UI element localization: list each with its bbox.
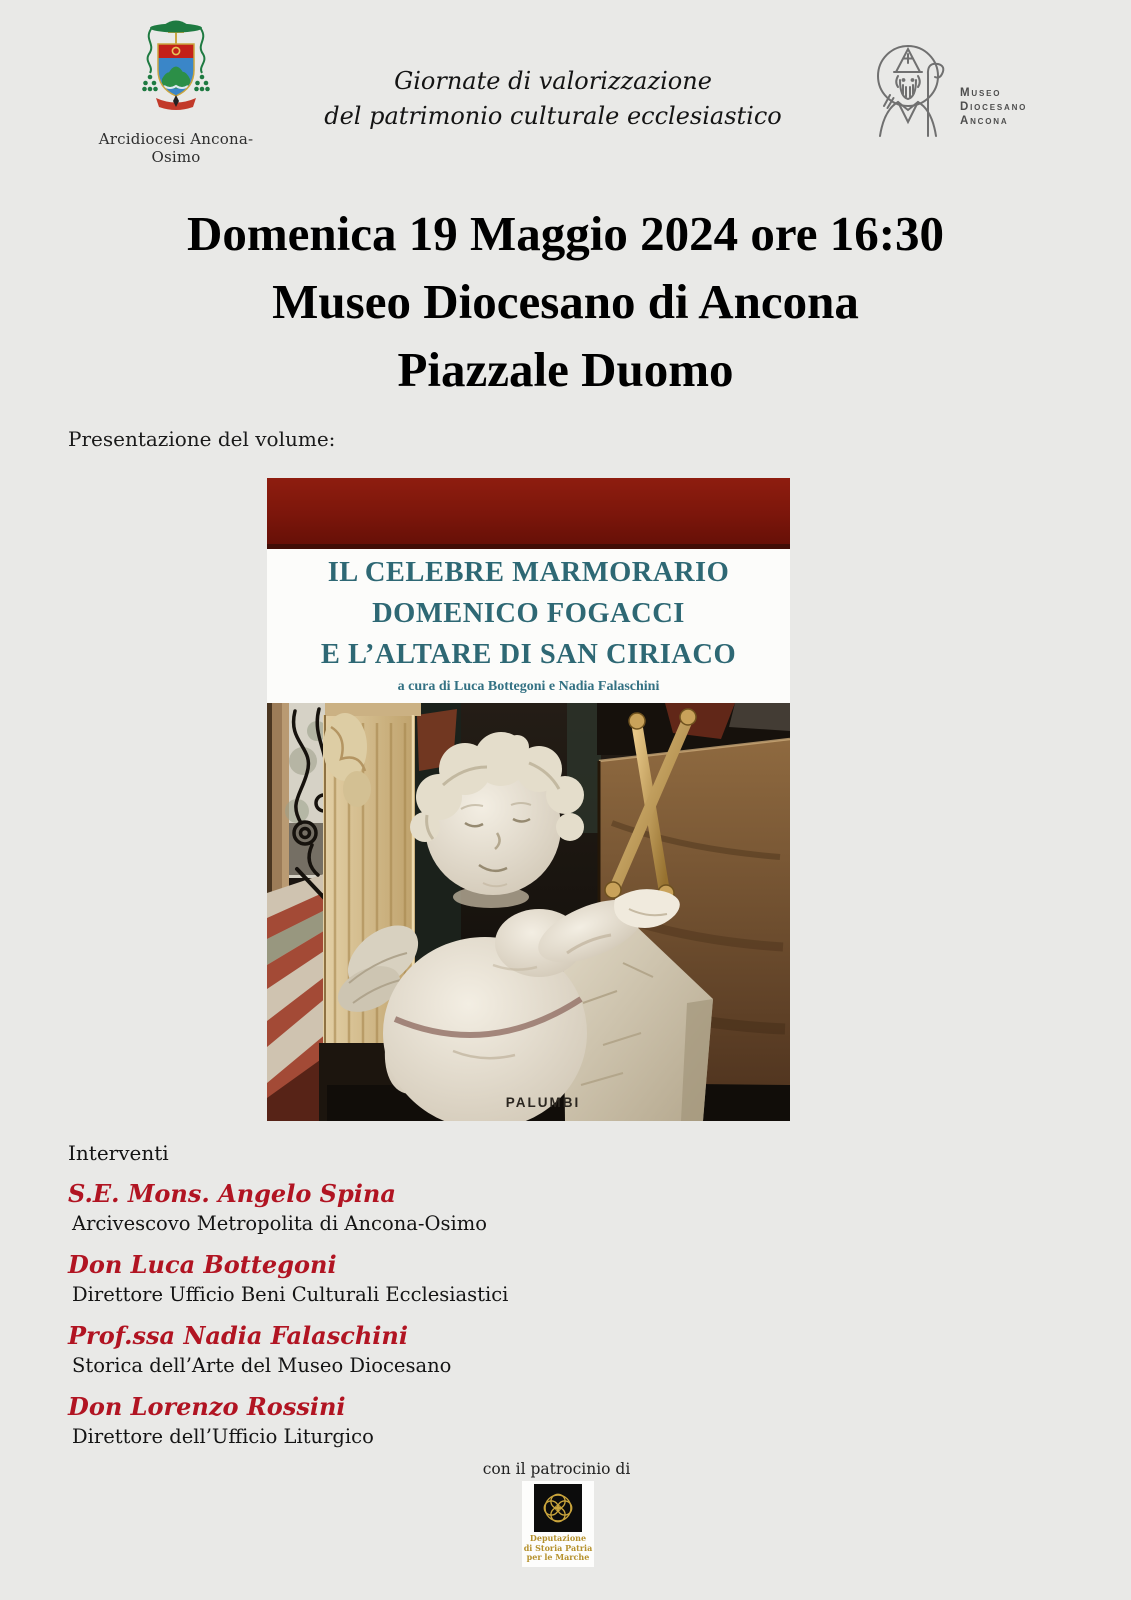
museo-logo-line1: Museo bbox=[960, 87, 1002, 99]
deputazione-caption bbox=[522, 1534, 594, 1563]
cover-red-band bbox=[267, 478, 790, 549]
speakers-section bbox=[68, 1141, 508, 1462]
deputazione-caption-line1: Deputazione bbox=[529, 1533, 587, 1543]
speaker-role: Storica dell’Arte del Museo Diocesano bbox=[72, 1354, 452, 1377]
speaker-item bbox=[68, 1320, 508, 1379]
deputazione-caption-line3: per le Marche bbox=[526, 1552, 590, 1562]
arcidiocesi-caption: Arcidiocesi Ancona-Osimo bbox=[98, 130, 254, 166]
event-title bbox=[0, 200, 1131, 404]
photo-outdoor-view bbox=[285, 703, 327, 878]
speaker-role: Arcivescovo Metropolita di Ancona-Osimo bbox=[72, 1212, 487, 1235]
speaker-item bbox=[68, 1178, 508, 1237]
cover-title-line2: DOMENICO FOGACCI bbox=[372, 598, 685, 629]
speaker-item bbox=[68, 1249, 508, 1308]
speakers-heading: Interventi bbox=[68, 1141, 169, 1165]
speaker-role: Direttore dell’Ufficio Liturgico bbox=[72, 1425, 374, 1448]
museo-logo-text bbox=[960, 86, 1027, 138]
cover-photo-cherub bbox=[267, 703, 790, 1121]
museo-logo-line3: Ancona bbox=[960, 115, 1009, 127]
deputazione-logo bbox=[522, 1481, 594, 1567]
rosette-icon bbox=[538, 1488, 578, 1528]
cover-title-line1: IL CELEBRE MARMORARIO bbox=[327, 557, 730, 588]
patronage-label: con il patrocinio di bbox=[482, 1460, 631, 1478]
speaker-name: Don Luca Bottegoni bbox=[68, 1250, 337, 1279]
cover-title-line3: E L’ALTARE DI SAN CIRIACO bbox=[320, 639, 737, 670]
event-title-line1: Domenica 19 Maggio 2024 ore 16:30 bbox=[186, 206, 945, 261]
cover-title bbox=[267, 549, 790, 703]
speaker-name: S.E. Mons. Angelo Spina bbox=[68, 1179, 396, 1208]
deputazione-caption-line2: di Storia Patria bbox=[523, 1542, 593, 1553]
deputazione-emblem bbox=[534, 1484, 582, 1532]
museo-diocesano-logo bbox=[872, 40, 1027, 138]
speaker-role: Direttore Ufficio Beni Culturali Ecclesiastici bbox=[72, 1283, 509, 1306]
event-title-line2: Museo Diocesano di Ancona bbox=[272, 274, 859, 329]
publisher-label: PALUMBI bbox=[505, 1095, 581, 1110]
book-cover bbox=[267, 478, 790, 1121]
event-title-line3: Piazzale Duomo bbox=[397, 342, 734, 397]
event-series-line2: del patrimonio culturale ecclesiastico bbox=[324, 102, 782, 130]
speaker-name: Prof.ssa Nadia Falaschini bbox=[68, 1321, 408, 1350]
speaker-item bbox=[68, 1391, 508, 1450]
intro-label: Presentazione del volume: bbox=[68, 427, 336, 451]
cover-subtitle: a cura di Luca Bottegoni e Nadia Falaschini bbox=[397, 679, 660, 694]
bishop-icon bbox=[872, 40, 950, 138]
event-series-line1: Giornate di valorizzazione bbox=[394, 67, 712, 95]
museo-logo-line2: Diocesano bbox=[960, 101, 1028, 113]
speaker-name: Don Lorenzo Rossini bbox=[68, 1392, 346, 1421]
